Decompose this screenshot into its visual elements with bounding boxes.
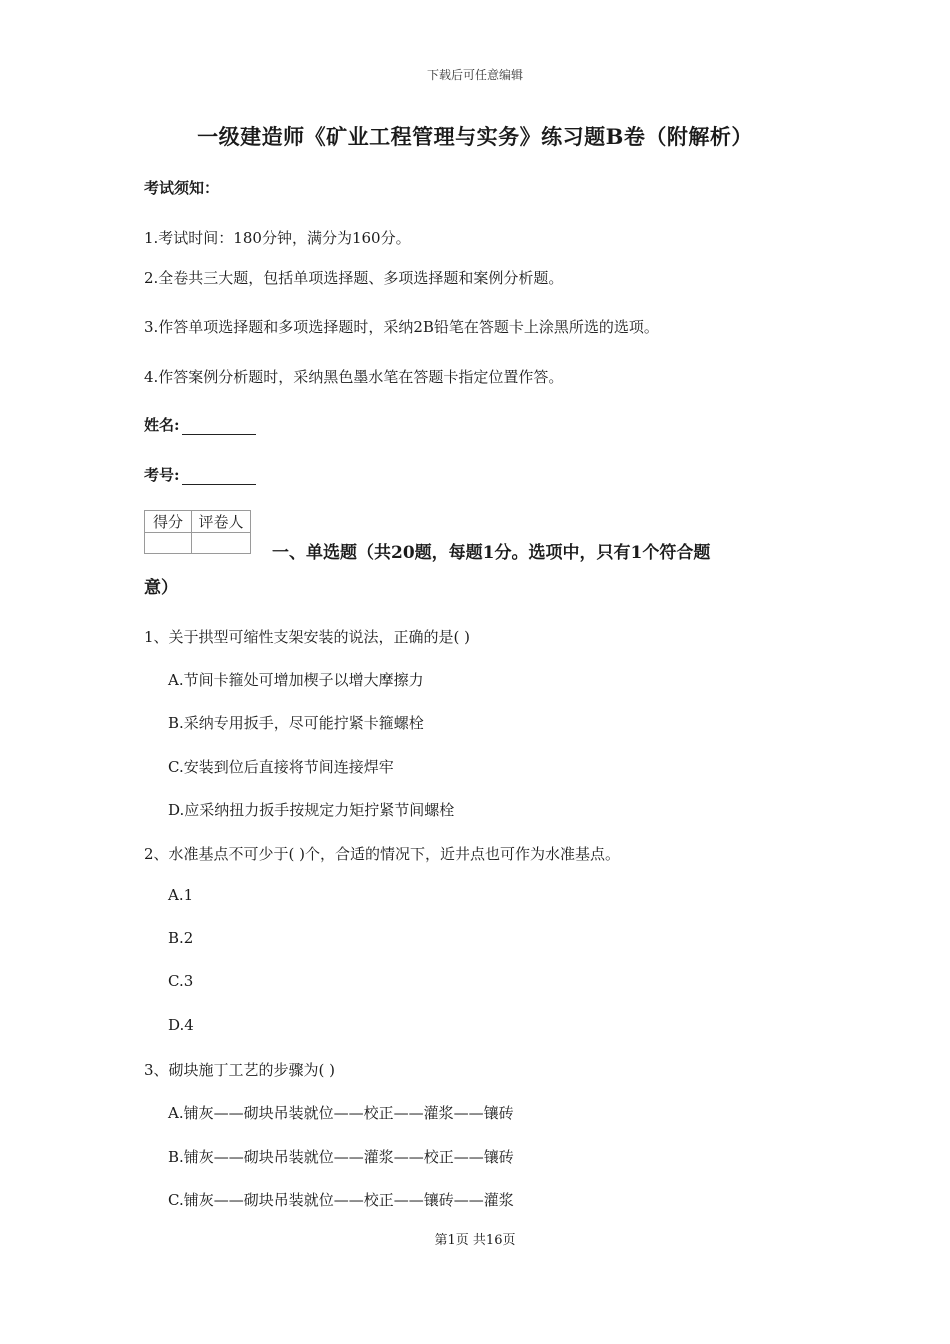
score-table bbox=[144, 510, 251, 554]
notice-item: 4.作答案例分析题时，采纳黑色墨水笔在答题卡指定位置作答。 bbox=[144, 368, 564, 386]
question-stem: 2、水准基点不可少于( )个，合适的情况下，近井点也可作为水准基点。 bbox=[144, 845, 621, 863]
page-footer: 第1页 共16页 bbox=[434, 1233, 516, 1248]
question-option: A.1 bbox=[168, 886, 194, 904]
question-option: A.节间卡箍处可增加楔子以增大摩擦力 bbox=[168, 671, 424, 689]
question-stem: 1、关于拱型可缩性支架安装的说法，正确的是( ) bbox=[144, 628, 471, 646]
name-field bbox=[144, 414, 256, 435]
question-option: C.3 bbox=[168, 972, 194, 990]
question-option: C.铺灰——砌块吊装就位——校正——镶砖——灌浆 bbox=[168, 1191, 514, 1209]
score-cell bbox=[145, 533, 192, 554]
name-label: 姓名: bbox=[144, 416, 180, 434]
question-option: B.2 bbox=[168, 929, 194, 947]
notice-item: 3.作答单项选择题和多项选择题时，采纳2B铅笔在答题卡上涂黑所选的选项。 bbox=[144, 318, 659, 336]
score-header: 得分 bbox=[145, 511, 192, 533]
id-field bbox=[144, 464, 256, 485]
grader-cell bbox=[192, 533, 251, 554]
id-blank bbox=[182, 469, 256, 485]
question-option: B.铺灰——砌块吊装就位——灌浆——校正——镶砖 bbox=[168, 1148, 514, 1166]
question-option: A.铺灰——砌块吊装就位——校正——灌浆——镶砖 bbox=[168, 1104, 514, 1122]
question-option: D.应采纳扭力扳手按规定力矩拧紧节间螺栓 bbox=[168, 801, 455, 819]
document-title: 一级建造师《矿业工程管理与实务》练习题B卷（附解析） bbox=[197, 124, 753, 149]
question-stem: 3、砌块施丁工艺的步骤为( ) bbox=[144, 1061, 336, 1079]
question-option: B.采纳专用扳手，尽可能拧紧卡箍螺栓 bbox=[168, 714, 424, 732]
notice-item: 2.全卷共三大题，包括单项选择题、多项选择题和案例分析题。 bbox=[144, 269, 564, 287]
id-label: 考号: bbox=[144, 466, 180, 484]
name-blank bbox=[182, 419, 256, 435]
header-note: 下载后可任意编辑 bbox=[426, 68, 523, 82]
notice-item: 1.考试时间：180分钟，满分为160分。 bbox=[144, 229, 411, 247]
question-option: C.安装到位后直接将节间连接焊牢 bbox=[168, 758, 394, 776]
section-title: 一、单选题（共20题，每题1分。选项中，只有1个符合题 bbox=[272, 543, 711, 563]
grader-header: 评卷人 bbox=[192, 511, 251, 533]
notice-heading: 考试须知： bbox=[144, 179, 220, 197]
section-title-continued: 意） bbox=[144, 578, 178, 598]
question-option: D.4 bbox=[168, 1016, 194, 1034]
